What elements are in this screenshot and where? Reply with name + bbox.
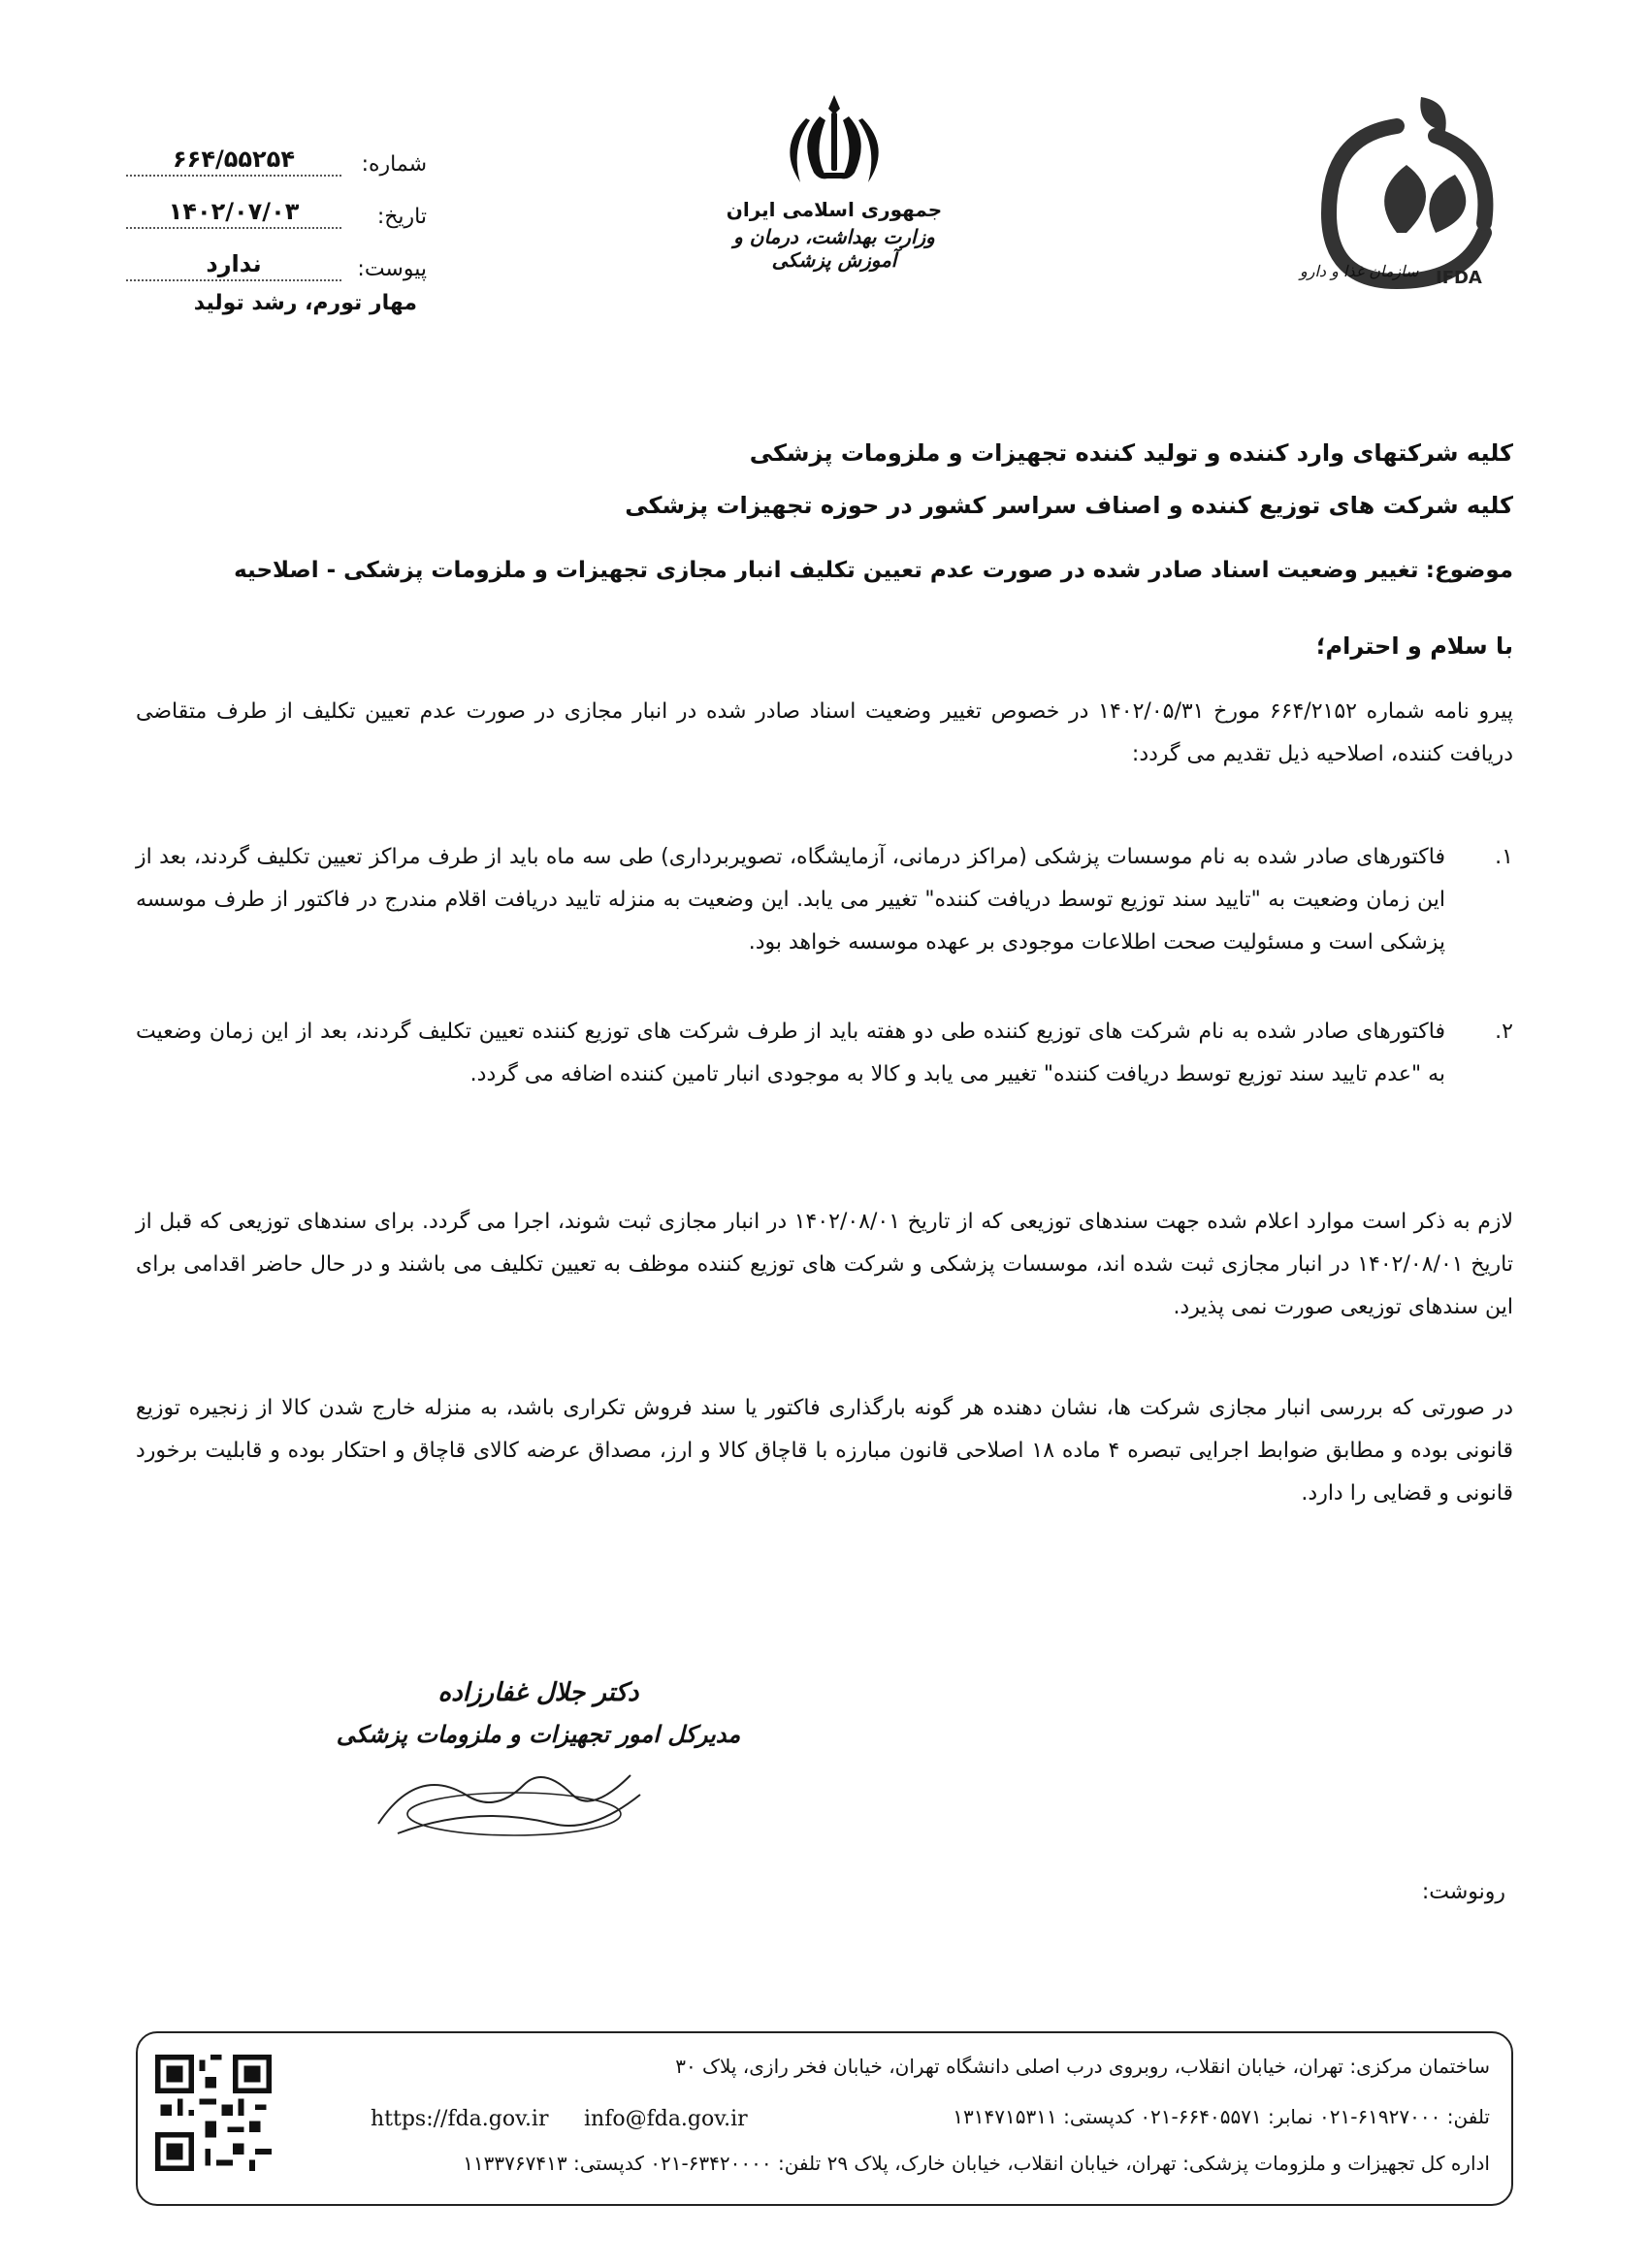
emblem-country: جمهوری اسلامی ایران — [726, 198, 943, 221]
addressees — [349, 427, 1513, 532]
number-value: ۶۶۴/۵۵۲۵۴ — [126, 146, 341, 177]
subject-line — [97, 551, 1513, 590]
paragraph-warning: در صورتی که بررسی انبار مجازی شرکت ها، نشان دهنده هر گونه بارگذاری فاکتور یا سند فروش تکراری باشد، به منزله خارج شدن کالا از زنجیره توزیع قانونی بوده و مطابق ضوابط اجرایی تبصره ۴ ماده ۱۸ اصلاحی قانون مبارزه با قاچاق کالا و ارز، مصداق عرضه کالای قاچاق و احتکار بوده و قابلیت برخورد قانونی و قضایی را دارد. — [136, 1396, 1514, 1506]
signer-name: دکتر جلال غفارزاده — [437, 1678, 639, 1707]
item-number: ۲. — [1495, 1020, 1513, 1044]
number-row — [126, 124, 427, 177]
item-text: فاکتورهای صادر شده به نام شرکت های توزیع کننده طی دو هفته باید از طرف شرکت های توزیع کننده تعیین تکلیف گردند، بعد از این زمان وضعیت به "عدم تایید سند توزیع توسط دریافت کننده" تغییر می یابد و کالا به موجودی انبار تامین کننده اضافه می گردد. — [136, 1020, 1445, 1086]
fda-abbr: IFDA — [1436, 268, 1482, 288]
paragraph-intro: پیرو نامه شماره ۶۶۴/۲۱۵۲ مورخ ۱۴۰۲/۰۵/۳۱ در خصوص تغییر وضعیت اسناد صادر شده در انبار مجازی در صورت عدم تعیین تکلیف از طرف متقاضی دریافت کننده، اصلاحیه ذیل تقدیم می گردد: — [136, 699, 1513, 766]
letter-meta — [126, 124, 427, 281]
emblem-ministry: وزارت بهداشت، درمان و آموزش پزشکی — [733, 225, 935, 272]
date-value: ۱۴۰۲/۰۷/۰۳ — [126, 198, 341, 229]
footer-contact-hq: تلفن: ۶۱۹۲۷۰۰۰-۰۲۱ نمابر: ۶۶۴۰۵۵۷۱-۰۲۱ کدپستی: ۱۳۱۴۷۱۵۳۱۱ — [953, 2105, 1490, 2128]
attachment-row — [126, 229, 427, 281]
handwritten-signature-icon — [369, 1736, 660, 1853]
list-item — [136, 1011, 1513, 1096]
date-row — [126, 177, 427, 229]
footer-address-dept: اداره کل تجهیزات و ملزومات پزشکی: تهران، خیابان انقلاب، خیابان خارک، پلاک ۲۹ تلفن: ۶۳۴۲۰۰۰۰-۰۲۱ کدپستی: ۱۱۳۳۷۶۷۴۱۳ — [463, 2152, 1490, 2175]
attachment-value: ندارد — [126, 250, 341, 281]
fda-caption: سازمان غذا و دارو — [1300, 262, 1419, 280]
paragraph-note: لازم به ذکر است موارد اعلام شده جهت سندهای توزیعی که از تاریخ ۱۴۰۲/۰۸/۰۱ در انبار مجازی ثبت شوند، اجرا می گردد. برای سندهای توزیعی که قبل از تاریخ ۱۴۰۲/۰۸/۰۱ در انبار مجازی ثبت شده اند، موسسات پزشکی و شرکت های توزیع کننده موظف به تعیین تکلیف می باشند و در حال حاضر اقدامی برای این سندهای توزیعی صورت نمی پذیرد. — [136, 1210, 1513, 1319]
footer-email-link[interactable]: info@fda.gov.ir — [584, 2107, 748, 2131]
footer-address-hq: ساختمان مرکزی: تهران، خیابان انقلاب، روبروی درب اصلی دانشگاه تهران، خیابان فخر رازی، پلاک ۳۰ — [675, 2055, 1490, 2078]
subject-label: موضوع: — [1425, 558, 1513, 583]
signer-title: مدیرکل امور تجهیزات و ملزومات پزشکی — [336, 1721, 741, 1748]
cc-label: رونوشت: — [1421, 1880, 1505, 1904]
ministry-emblem — [718, 87, 951, 272]
item-number: ۱. — [1495, 845, 1513, 869]
addressee-2: کلیه شرکت های توزیع کننده و اصناف سراسر کشور در حوزه تجهیزات پزشکی — [625, 492, 1513, 519]
slogan: مهار تورم، رشد تولید — [193, 291, 417, 315]
subject-text: تغییر وضعیت اسناد صادر شده در صورت عدم تعیین تکلیف انبار مجازی تجهیزات و ملزومات پزشکی - اصلاحیه — [234, 558, 1419, 583]
greeting: با سلام و احترام؛ — [1315, 632, 1513, 660]
date-label: تاریخ: — [376, 205, 427, 229]
qr-code-icon — [155, 2055, 272, 2171]
iran-emblem-icon — [781, 87, 888, 194]
footer-website-link[interactable]: https://fda.gov.ir — [371, 2107, 549, 2131]
item-text: فاکتورهای صادر شده به نام موسسات پزشکی (مراکز درمانی، آزمایشگاه، تصویربرداری) طی سه ماه باید از طرف مراکز تعیین تکلیف گردند، بعد از این زمان وضعیت به "تایید سند توزیع توسط دریافت کننده" تغییر می یابد. این وضعیت به منزله تایید دریافت اقلام مندرج در فاکتور از طرف موسسه پزشکی است و مسئولیت صحت اطلاعات موجودی بر عهده موسسه خواهد بود. — [136, 845, 1445, 955]
addressee-1: کلیه شرکتهای وارد کننده و تولید کننده تجهیزات و ملزومات پزشکی — [749, 439, 1513, 467]
attachment-label: پیوست: — [357, 257, 427, 281]
list-item — [136, 836, 1513, 964]
number-label: شماره: — [361, 152, 427, 177]
footer-box — [136, 2031, 1513, 2206]
